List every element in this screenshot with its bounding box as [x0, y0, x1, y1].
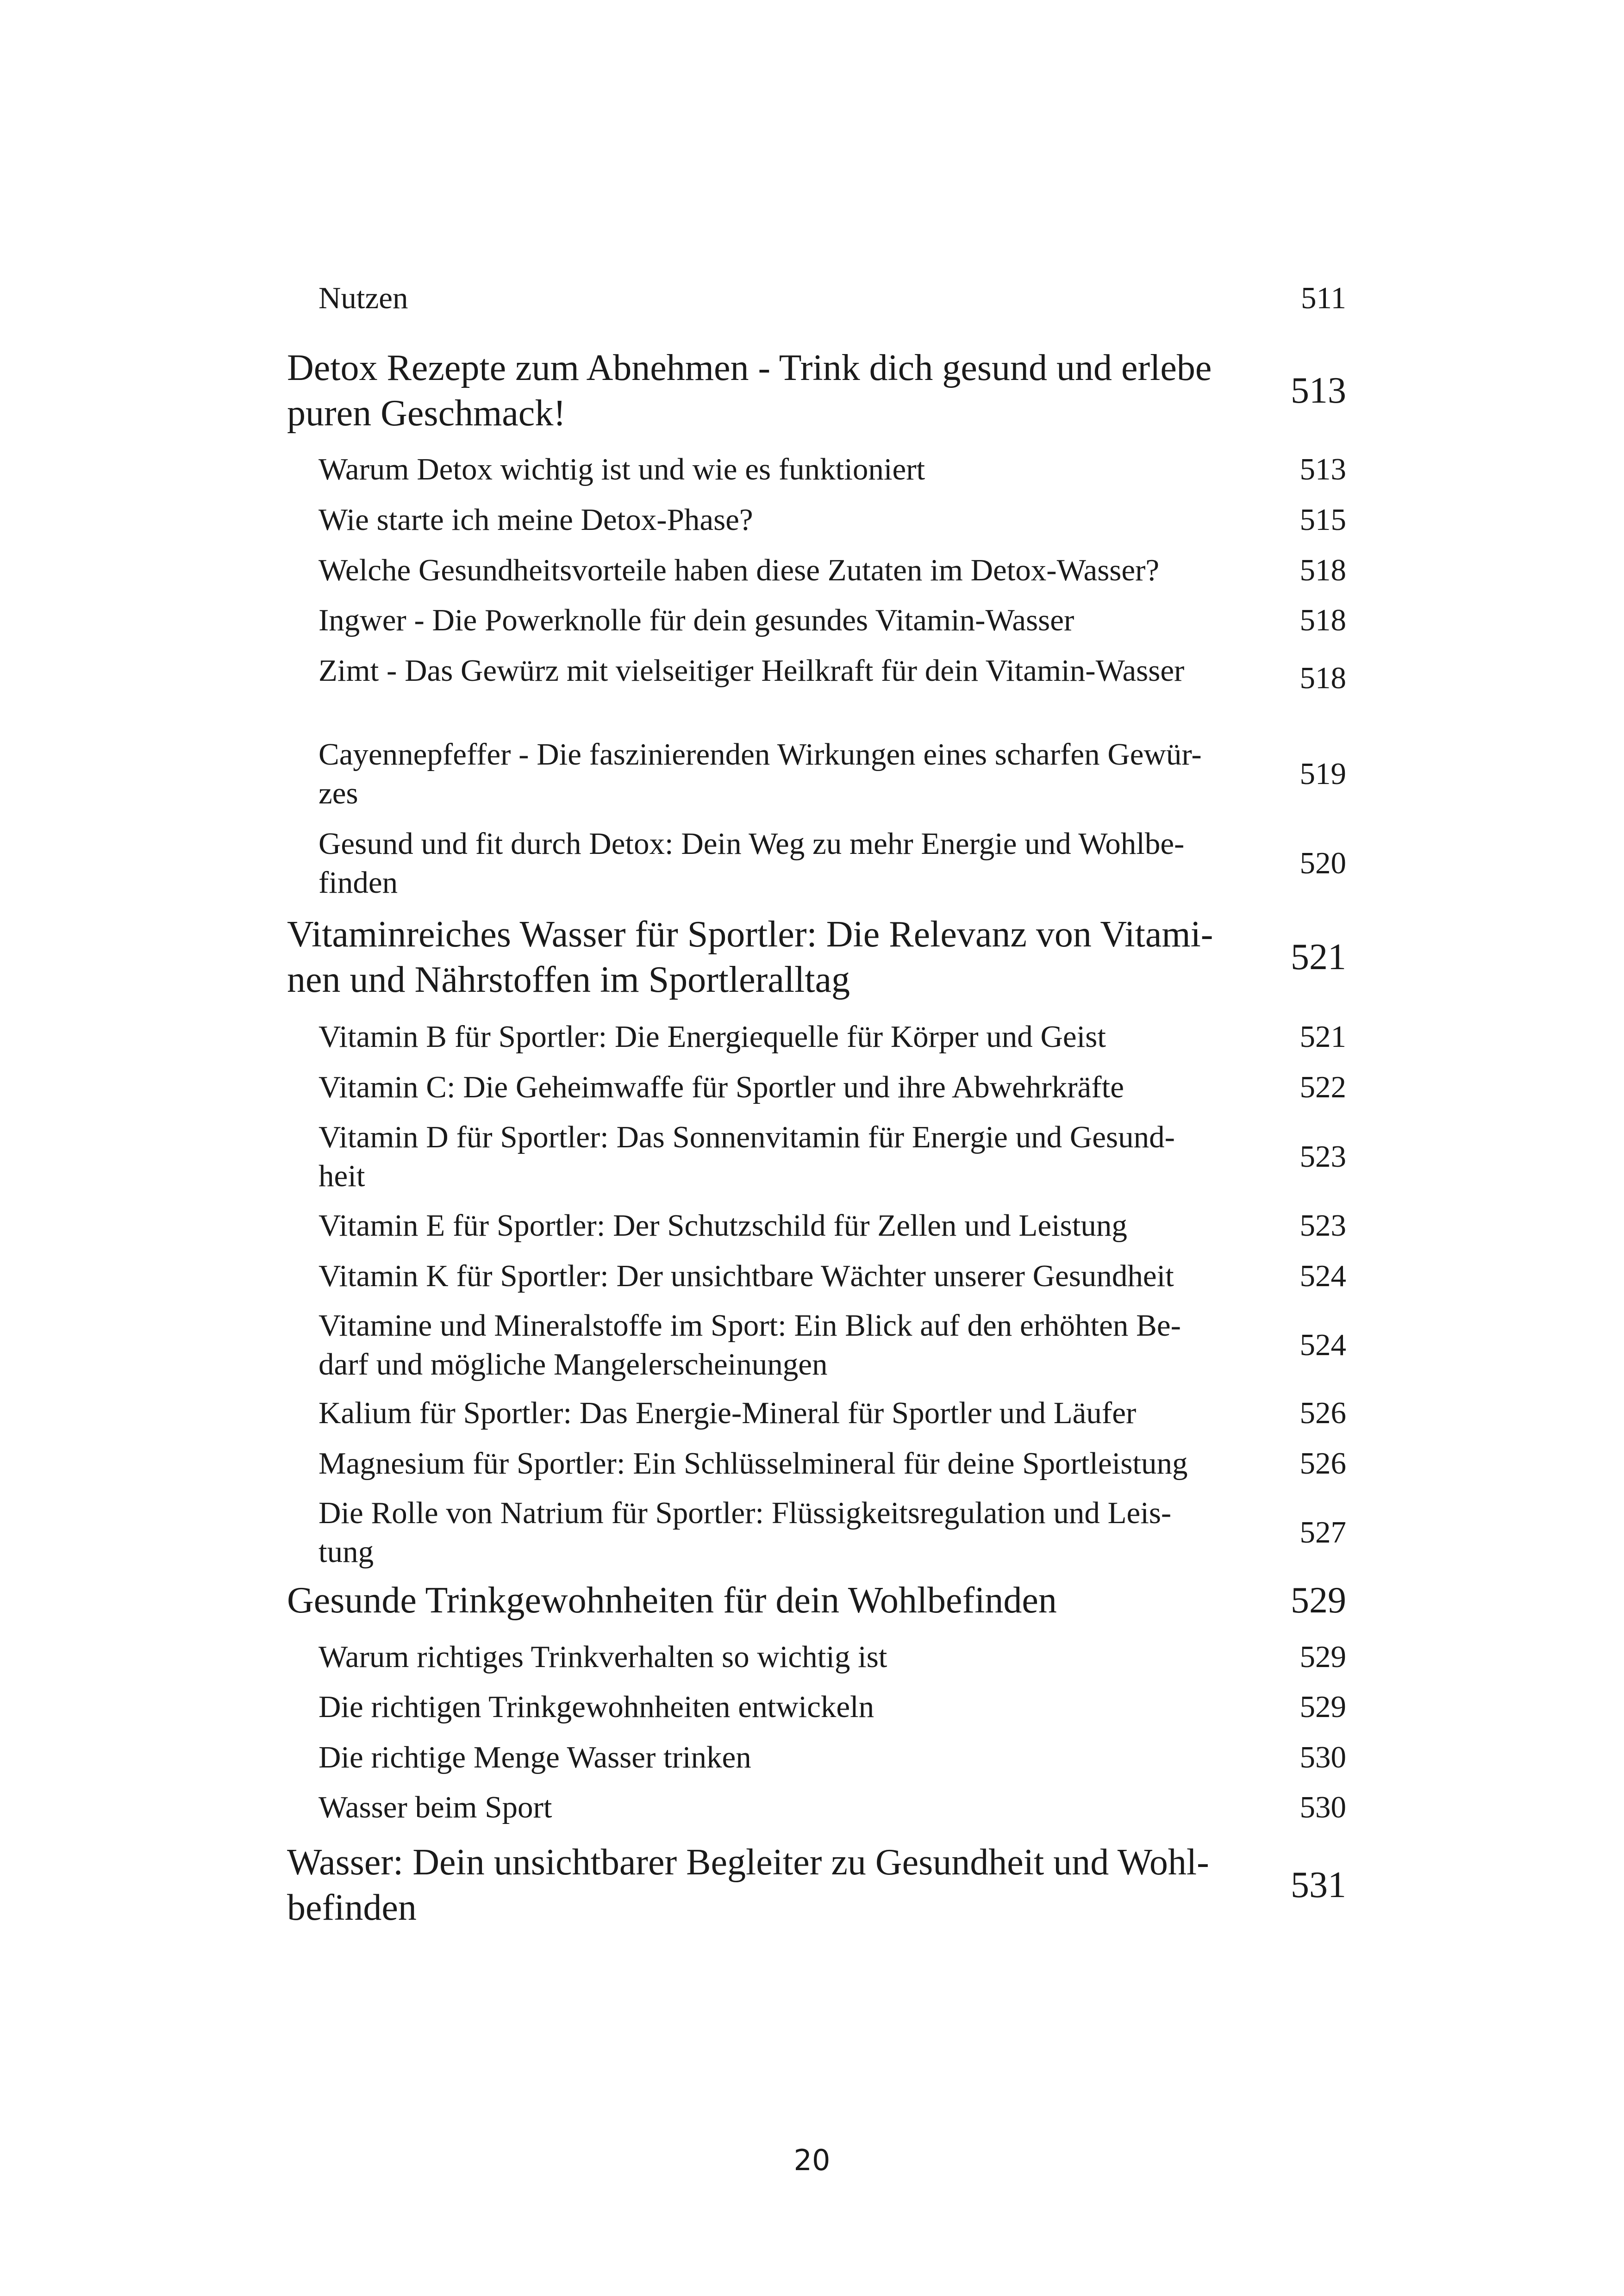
toc-entry-page: 523 [1299, 1139, 1346, 1174]
toc-entry-page: 520 [1299, 846, 1346, 880]
toc-entry[interactable] [319, 651, 1346, 697]
toc-entry-page: 518 [1299, 553, 1346, 587]
toc-entry[interactable] [319, 1788, 1346, 1827]
toc-chapter-page: 529 [1291, 1580, 1346, 1621]
toc-entry-page: 518 [1299, 603, 1346, 637]
toc-entry-title: Nutzen [319, 281, 408, 315]
toc-entry-title: Vitamin K für Sportler: Der unsichtbare Wächter unserer Gesundheit [319, 1259, 1174, 1293]
toc-chapter-title: Gesunde Trinkgewohnheiten für dein Wohlbefinden [287, 1580, 1057, 1621]
toc-entry-title: Die richtige Menge Wasser trinken [319, 1740, 751, 1774]
toc-entry-page: 530 [1299, 1740, 1346, 1774]
toc-entry[interactable] [319, 1257, 1346, 1295]
toc-entry-page: 521 [1299, 1020, 1346, 1054]
toc-entry-title: Kalium für Sportler: Das Energie-Mineral für Sportler und Läufer [319, 1396, 1137, 1430]
toc-entry-page: 518 [1299, 661, 1346, 695]
toc-entry-title: Ingwer - Die Powerknolle für dein gesundes Vitamin-Wasser [319, 603, 1074, 637]
toc-entry-page: 529 [1299, 1690, 1346, 1724]
toc-entry-title: Vitamine und Mineralstoffe im Sport: Ein Blick auf den erhöhten Be- darf und mögliche Mangelerscheinungen [319, 1308, 1181, 1381]
toc-entry-page: 522 [1299, 1070, 1346, 1104]
toc-entry-title: Magnesium für Sportler: Ein Schlüsselmineral für deine Sportleistung [319, 1446, 1188, 1481]
toc-chapter-title: Detox Rezepte zum Abnehmen - Trink dich gesund und erlebe puren Geschmack! [287, 348, 1212, 434]
toc-chapter-page: 531 [1291, 1865, 1346, 1905]
toc-entry-title: Vitamin E für Sportler: Der Schutzschild für Zellen und Leistung [319, 1208, 1127, 1243]
toc-chapter[interactable] [287, 1840, 1346, 1930]
toc-chapter-page: 513 [1291, 370, 1346, 411]
toc-entry[interactable] [319, 1017, 1346, 1056]
toc-chapter[interactable] [287, 1578, 1346, 1623]
toc-entry[interactable] [319, 1493, 1346, 1571]
toc-entry-title: Wie starte ich meine Detox-Phase? [319, 503, 753, 537]
toc-entry[interactable] [319, 1206, 1346, 1245]
toc-entry-page: 527 [1299, 1515, 1346, 1549]
toc-entry-page: 529 [1299, 1640, 1346, 1674]
page-number: 20 [793, 2143, 831, 2177]
toc-entry-title: Die richtigen Trinkgewohnheiten entwickeln [319, 1690, 874, 1724]
toc-entry-page: 526 [1299, 1446, 1346, 1481]
toc-entry-page: 530 [1299, 1790, 1346, 1824]
toc-chapter-title: Wasser: Dein unsichtbarer Begleiter zu Gesundheit und Wohl- befinden [287, 1842, 1209, 1928]
toc-entry[interactable] [319, 1687, 1346, 1726]
toc-entry[interactable] [319, 824, 1346, 902]
toc-entry-page: 519 [1299, 757, 1346, 791]
toc-entry-page: 511 [1300, 281, 1346, 315]
toc-entry[interactable] [319, 1444, 1346, 1483]
toc-entry-page: 513 [1299, 452, 1346, 486]
toc-entry[interactable] [319, 450, 1346, 489]
toc-entry-title: Vitamin D für Sportler: Das Sonnenvitamin für Energie und Gesund- heit [319, 1120, 1175, 1193]
toc-chapter-page: 521 [1291, 937, 1346, 977]
toc-entry-title: Die Rolle von Natrium für Sportler: Flüssigkeitsregulation und Leis- tung [319, 1496, 1172, 1569]
toc-chapter[interactable] [287, 345, 1346, 436]
toc-entry[interactable] [319, 1118, 1346, 1195]
toc-entry-page: 523 [1299, 1208, 1346, 1243]
toc-entry-page: 524 [1299, 1328, 1346, 1362]
toc-entry[interactable] [319, 1394, 1346, 1432]
toc-entry[interactable] [319, 1738, 1346, 1777]
toc-entry-title: Gesund und fit durch Detox: Dein Weg zu mehr Energie und Wohlbe- finden [319, 827, 1185, 900]
toc-entry-title: Warum Detox wichtig ist und wie es funktioniert [319, 452, 925, 486]
toc-entry[interactable] [319, 279, 1346, 317]
toc-entry-title: Vitamin C: Die Geheimwaffe für Sportler und ihre Abwehrkräfte [319, 1070, 1124, 1104]
toc-entry-title: Zimt - Das Gewürz mit vielseitiger Heilkraft für dein Vitamin-Wasser [319, 653, 1185, 688]
toc-entry-title: Vitamin B für Sportler: Die Energiequelle für Körper und Geist [319, 1020, 1106, 1054]
toc-chapter[interactable] [287, 912, 1346, 1002]
toc-entry-page: 515 [1299, 503, 1346, 537]
toc-entry[interactable] [319, 1068, 1346, 1107]
toc-entry-page: 524 [1299, 1259, 1346, 1293]
toc-entry[interactable] [319, 735, 1346, 813]
toc-entry[interactable] [319, 1306, 1346, 1384]
toc-entry[interactable] [319, 500, 1346, 539]
toc-entry[interactable] [319, 551, 1346, 590]
toc-entry-title: Warum richtiges Trinkverhalten so wichtig ist [319, 1640, 887, 1674]
toc-entry[interactable] [319, 601, 1346, 640]
toc-entry[interactable] [319, 1637, 1346, 1676]
toc-entry-title: Welche Gesundheitsvorteile haben diese Zutaten im Detox-Wasser? [319, 553, 1160, 587]
toc-entry-title: Cayennepfeffer - Die faszinierenden Wirkungen eines scharfen Gewür- zes [319, 737, 1202, 810]
toc-entry-title: Wasser beim Sport [319, 1790, 552, 1824]
toc-chapter-title: Vitaminreiches Wasser für Sportler: Die Relevanz von Vitami- nen und Nährstoffen im Sportleralltag [287, 914, 1213, 1000]
toc-entry-page: 526 [1299, 1396, 1346, 1430]
